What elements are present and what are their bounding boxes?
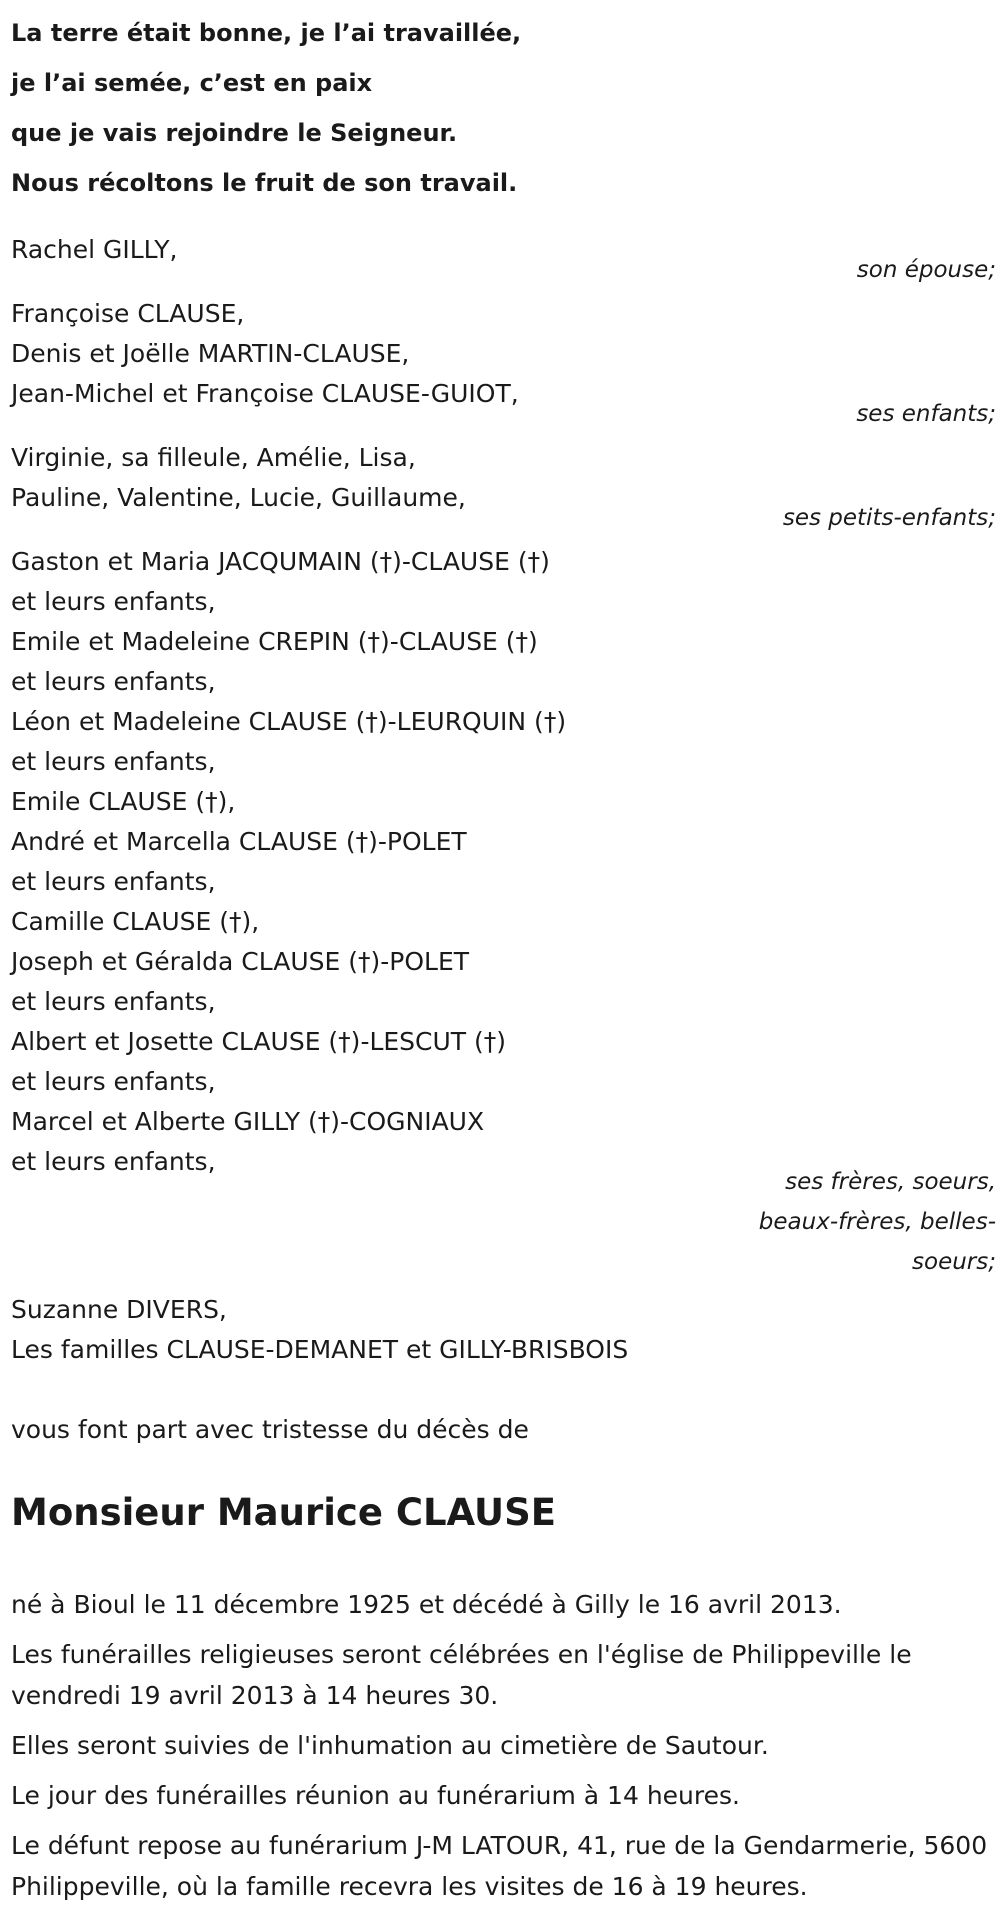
poem-line: Nous récoltons le fruit de son travail. [11, 169, 518, 197]
family-name-line: Suzanne DIVERS, [11, 1295, 227, 1324]
family-group-grandchildren [11, 438, 995, 538]
obituary-page [11, 0, 995, 1916]
family-group-spouse [11, 230, 995, 290]
detail-paragraph: Les funérailles religieuses seront célébrées en l'église de Philippeville le vendredi 19 avril 2013 à 14 heures 30. [11, 1640, 912, 1710]
family-name-line: Gaston et Maria JACQUMAIN (†)-CLAUSE (†) [11, 547, 550, 576]
family-name-line: Léon et Madeleine CLAUSE (†)-LEURQUIN (†) [11, 707, 567, 736]
family-name-line: et leurs enfants, [11, 747, 216, 776]
family-group-children [11, 294, 995, 434]
detail-paragraph: Le défunt repose au funérarium J-M LATOUR, 41, rue de la Gendarmerie, 5600 Philippeville, où la famille recevra les visites de 16 à 19 heures. [11, 1831, 988, 1901]
family-name-line: Rachel GILLY, [11, 235, 178, 264]
poem-line: La terre était bonne, je l’ai travaillée, [11, 19, 522, 47]
family-name-line: André et Marcella CLAUSE (†)-POLET [11, 827, 467, 856]
deceased-name: Monsieur Maurice CLAUSE [11, 1491, 557, 1534]
relation-label-line: ses frères, soeurs, [785, 1169, 996, 1195]
family-name-line: Les familles CLAUSE-DEMANET et GILLY-BRISBOIS [11, 1335, 629, 1364]
family-name-line: Camille CLAUSE (†), [11, 907, 260, 936]
family-name-line: Albert et Josette CLAUSE (†)-LESCUT (†) [11, 1027, 507, 1056]
family-name-line: et leurs enfants, [11, 867, 216, 896]
family-name-line: Joseph et Géralda CLAUSE (†)-POLET [11, 947, 470, 976]
family-name-line: Jean-Michel et Françoise CLAUSE-GUIOT, [11, 379, 519, 408]
detail-paragraph: Le jour des funérailles réunion au funérarium à 14 heures. [11, 1781, 740, 1810]
family-name-line: et leurs enfants, [11, 667, 216, 696]
family-name-line: et leurs enfants, [11, 587, 216, 616]
family-name-line: Françoise CLAUSE, [11, 299, 245, 328]
funeral-details [11, 1584, 995, 1907]
family-name-line: et leurs enfants, [11, 1147, 216, 1176]
poem-line: que je vais rejoindre le Seigneur. [11, 119, 458, 147]
relation-label-line: ses enfants; [856, 401, 996, 427]
family-name-line: Emile CLAUSE (†), [11, 787, 236, 816]
family-name-line: et leurs enfants, [11, 987, 216, 1016]
family-name-line: Pauline, Valentine, Lucie, Guillaume, [11, 483, 466, 512]
poem-line: je l’ai semée, c’est en paix [11, 69, 373, 97]
family-name-line: Marcel et Alberte GILLY (†)-COGNIAUX [11, 1107, 485, 1136]
family-list [11, 230, 995, 1370]
detail-paragraph: Elles seront suivies de l'inhumation au cimetière de Sautour. [11, 1731, 769, 1760]
family-name-line: et leurs enfants, [11, 1067, 216, 1096]
family-name-line: Emile et Madeleine CREPIN (†)-CLAUSE (†) [11, 627, 538, 656]
poem [11, 8, 995, 208]
family-group-siblings [11, 542, 995, 1282]
family-name-line: Virginie, sa filleule, Amélie, Lisa, [11, 443, 416, 472]
family-name-line: Denis et Joëlle MARTIN-CLAUSE, [11, 339, 410, 368]
other-relatives [11, 1290, 995, 1370]
relation-label-line: soeurs; [912, 1249, 996, 1275]
relation-label-line: ses petits-enfants; [782, 505, 996, 531]
relation-label-line: son épouse; [856, 257, 996, 283]
detail-paragraph: né à Bioul le 11 décembre 1925 et décédé à Gilly le 16 avril 2013. [11, 1590, 842, 1619]
relation-label-line: beaux-frères, belles- [758, 1209, 996, 1235]
announcement-text: vous font part avec tristesse du décès de [11, 1415, 529, 1444]
